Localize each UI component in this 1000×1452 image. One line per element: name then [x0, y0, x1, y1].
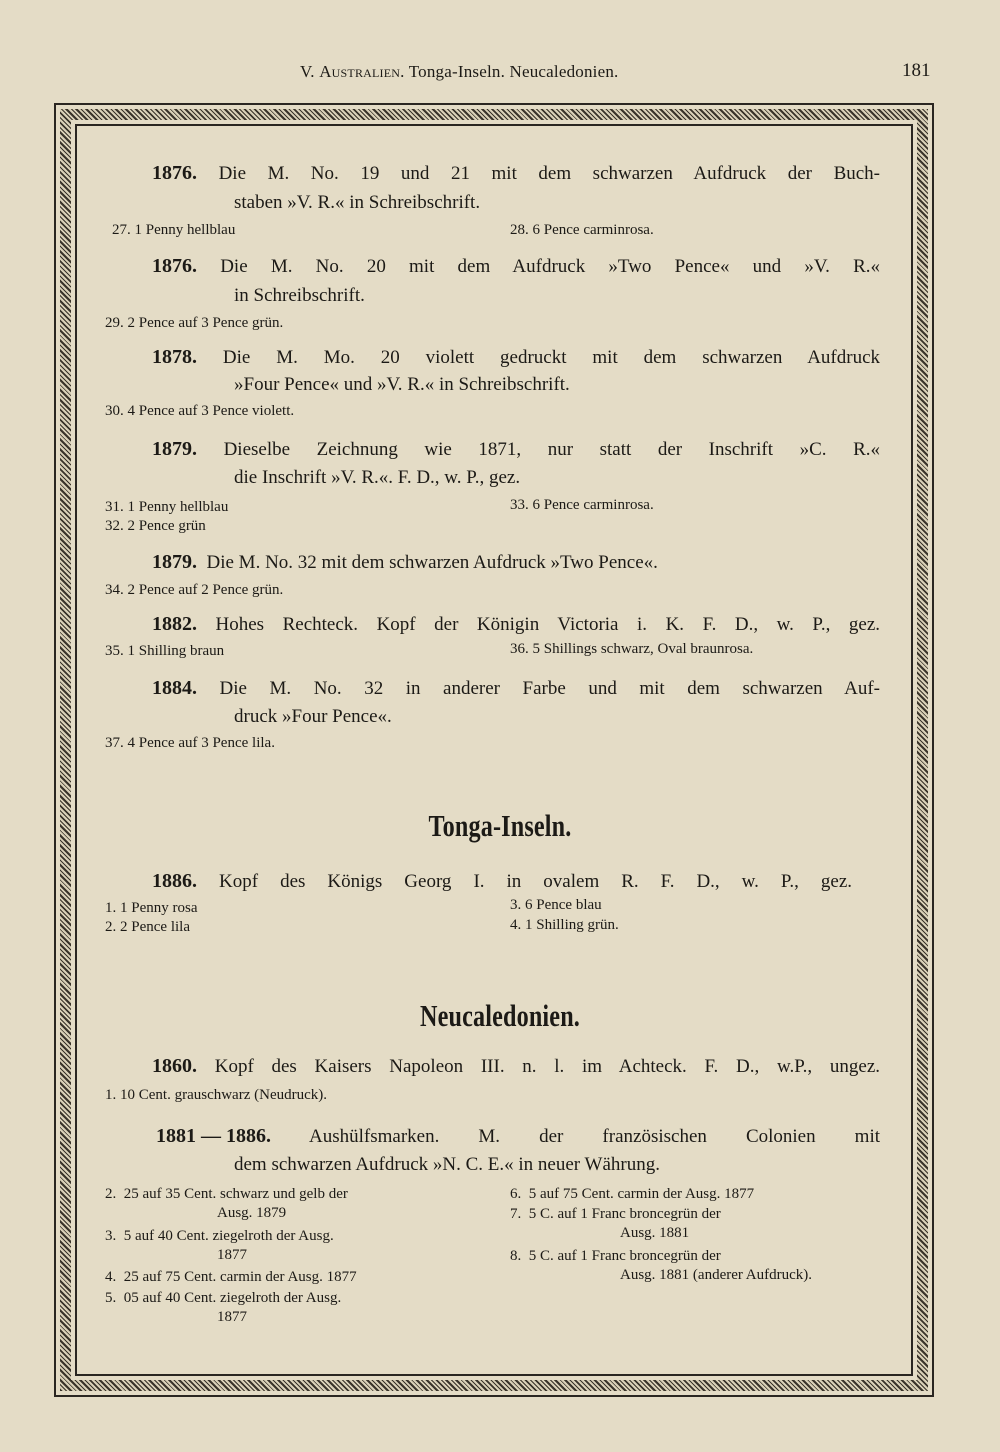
issue-heading — [152, 347, 880, 367]
item-text: 5 auf 75 Cent. carmin der Ausg. 1877 — [528, 1186, 755, 1202]
issue-year: 1876. — [152, 255, 197, 277]
issue-text: Die M. No. 32 in anderer Farbe und mit dem schwarzen Auf- — [219, 678, 881, 699]
item-text: 25 auf 75 Cent. carmin der Ausg. 1877 — [123, 1269, 357, 1285]
item-number: 30. — [105, 403, 124, 419]
item-number: 3. — [510, 897, 522, 913]
item-text: 6 Pence carminrosa. — [532, 222, 654, 238]
issue-year: 1886. — [152, 870, 197, 892]
stamp-item — [105, 1185, 485, 1223]
stamp-item — [105, 735, 275, 752]
issue-text: Die M. Mo. 20 violett gedruckt mit dem schwarzen Aufdruck — [222, 347, 881, 368]
issue-heading — [152, 163, 880, 183]
issue-year: 1881 — 1886. — [156, 1125, 271, 1147]
item-number: 37. — [105, 735, 124, 751]
issue-year: 1884. — [152, 677, 197, 699]
item-text: 1 Shilling braun — [127, 643, 225, 659]
item-text: 1 Shilling grün. — [525, 917, 619, 933]
stamp-item — [510, 1185, 890, 1204]
item-text: 6 Pence carminrosa. — [532, 497, 654, 513]
issue-year: 1882. — [152, 613, 197, 635]
stamp-item — [105, 403, 294, 420]
issue-heading — [152, 439, 880, 459]
item-number: 29. — [105, 315, 124, 331]
issue-heading — [152, 256, 880, 276]
item-text: 2 Pence grün — [127, 518, 206, 534]
section-title-neucaledonien: Neucaledonien. — [419, 998, 581, 1033]
stamp-item — [105, 518, 206, 535]
item-text: 4 Pence auf 3 Pence lila. — [127, 735, 275, 751]
issue-heading — [156, 1126, 880, 1146]
item-number: 8. — [510, 1248, 522, 1264]
item-text: 10 Cent. grauschwarz (Neudruck). — [120, 1087, 328, 1103]
stamp-item — [510, 897, 602, 914]
stamp-item — [510, 641, 753, 658]
stamp-item — [105, 1268, 485, 1287]
item-text-continued: 1877 — [217, 1247, 247, 1263]
stamp-item — [105, 1289, 485, 1327]
issue-text-continued: druck »Four Pence«. — [234, 706, 392, 727]
page-number: 181 — [902, 60, 931, 81]
item-number: 6. — [510, 1186, 522, 1202]
item-number: 28. — [510, 222, 529, 238]
item-number: 7. — [510, 1206, 522, 1222]
issue-text-continued: »Four Pence« und »V. R.« in Schreibschrift. — [234, 374, 570, 395]
stamp-item — [105, 315, 283, 332]
header-rest: Tonga-Inseln. Neucaledonien. — [408, 62, 619, 81]
header-roman: V. — [300, 62, 315, 81]
item-text: 2 Pence auf 2 Pence grün. — [127, 582, 284, 598]
item-text: 5 Shillings schwarz, Oval braunrosa. — [532, 641, 754, 657]
item-text: 4 Pence auf 3 Pence violett. — [127, 403, 295, 419]
issue-year: 1879. — [152, 438, 197, 460]
stamp-item — [105, 1227, 485, 1265]
issue-text-continued: in Schreibschrift. — [234, 285, 365, 306]
stamp-item — [510, 1205, 890, 1243]
stamp-item — [105, 499, 228, 516]
issue-text: Hohes Rechteck. Kopf der Königin Victoria i. K. F. D., w. P., gez. — [215, 614, 881, 635]
item-text: 5 auf 40 Cent. ziegelroth der Ausg. — [123, 1228, 334, 1244]
item-text: 25 auf 35 Cent. schwarz und gelb der — [123, 1186, 348, 1202]
item-number: 3. — [105, 1228, 117, 1244]
issue-heading — [152, 871, 852, 891]
item-number: 35. — [105, 643, 124, 659]
stamp-item — [510, 1247, 890, 1285]
stamp-item — [112, 222, 235, 239]
stamp-item — [105, 919, 190, 936]
running-header — [0, 62, 1000, 86]
stamp-item — [105, 582, 283, 599]
issue-text: Die M. No. 32 mit dem schwarzen Aufdruck »Two Pence«. — [206, 552, 658, 573]
item-text-continued: 1877 — [217, 1309, 247, 1325]
item-text-continued: Ausg. 1881 (anderer Aufdruck). — [620, 1267, 813, 1283]
stamp-item — [510, 917, 619, 934]
item-number: 32. — [105, 518, 124, 534]
item-number: 2. — [105, 1186, 117, 1202]
item-number: 5. — [105, 1290, 117, 1306]
issue-year: 1876. — [152, 162, 197, 184]
issue-heading — [152, 614, 880, 634]
item-text: 2 Pence auf 3 Pence grün. — [127, 315, 284, 331]
issue-text: Dieselbe Zeichnung wie 1871, nur statt der Inschrift »C. R.« — [223, 439, 880, 460]
item-number: 33. — [510, 497, 529, 513]
item-text: 2 Pence lila — [120, 919, 190, 935]
stamp-item — [105, 1087, 327, 1104]
issue-text: Kopf des Königs Georg I. in ovalem R. F. D., w. P., gez. — [219, 871, 853, 892]
issue-heading — [152, 1056, 880, 1076]
item-text: 05 auf 40 Cent. ziegelroth der Ausg. — [123, 1290, 342, 1306]
section-title-tonga: Tonga-Inseln. — [428, 808, 572, 843]
item-number: 1. — [105, 1087, 117, 1103]
item-text-continued: Ausg. 1879 — [217, 1205, 287, 1221]
issue-year: 1878. — [152, 346, 197, 368]
item-text: 1 Penny hellblau — [134, 222, 236, 238]
item-text: 5 C. auf 1 Franc broncegrün der — [528, 1248, 721, 1264]
issue-text-continued: dem schwarzen Aufdruck »N. C. E.« in neuer Währung. — [234, 1154, 660, 1175]
issue-year: 1879. — [152, 551, 197, 573]
header-region: Australien. — [319, 62, 405, 81]
item-text: 5 C. auf 1 Franc broncegrün der — [528, 1206, 721, 1222]
issue-text: Die M. No. 19 und 21 mit dem schwarzen Aufdruck der Buch- — [218, 163, 881, 184]
item-number: 36. — [510, 641, 529, 657]
issue-text-continued: staben »V. R.« in Schreibschrift. — [234, 192, 481, 213]
item-number: 34. — [105, 582, 124, 598]
item-number: 27. — [112, 222, 131, 238]
running-title — [300, 62, 619, 82]
stamp-item — [510, 497, 654, 514]
item-text: 1 Penny hellblau — [127, 499, 229, 515]
stamp-item — [105, 643, 224, 660]
item-number: 4. — [510, 917, 522, 933]
item-text-continued: Ausg. 1881 — [620, 1225, 690, 1241]
issue-year: 1860. — [152, 1055, 197, 1077]
stamp-item — [510, 222, 654, 239]
issue-text: Aushülfsmarken. M. der französischen Colonien mit — [309, 1126, 880, 1147]
issue-heading — [152, 552, 658, 572]
item-text: 1 Penny rosa — [120, 900, 198, 916]
issue-text-continued: die Inschrift »V. R.«. F. D., w. P., gez. — [234, 467, 521, 488]
issue-heading — [152, 678, 880, 698]
item-number: 1. — [105, 900, 117, 916]
item-text: 6 Pence blau — [525, 897, 602, 913]
issue-text: Die M. No. 20 mit dem Aufdruck »Two Pence« und »V. R.« — [220, 256, 881, 277]
item-number: 4. — [105, 1269, 117, 1285]
item-number: 2. — [105, 919, 117, 935]
stamp-item — [105, 900, 198, 917]
item-number: 31. — [105, 499, 124, 515]
issue-text: Kopf des Kaisers Napoleon III. n. l. im Achteck. F. D., w.P., ungez. — [214, 1056, 881, 1077]
